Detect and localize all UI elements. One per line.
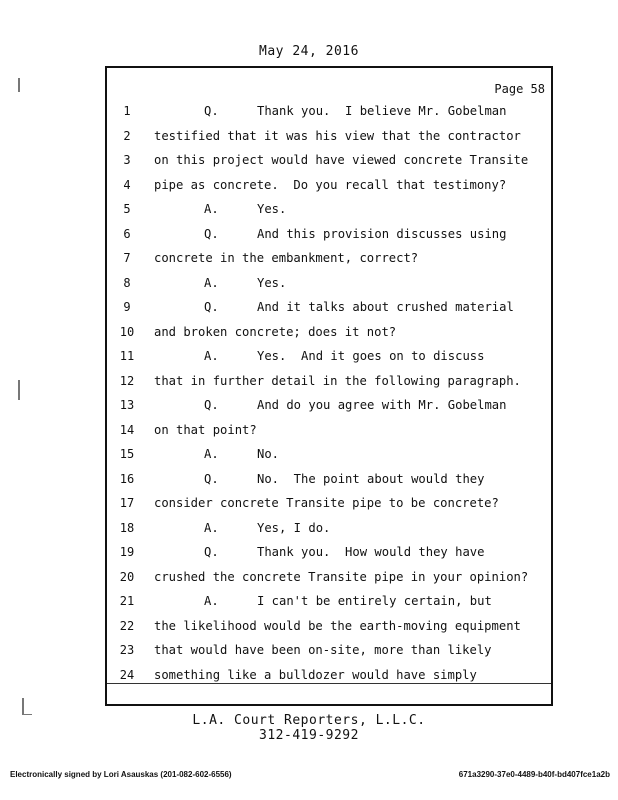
line-body: Yes. [257, 275, 287, 290]
line-text [154, 418, 257, 443]
line-text [154, 565, 528, 590]
speaker-marker: Q. [204, 545, 219, 559]
scan-mark-middle [18, 380, 20, 400]
line-text [154, 99, 506, 124]
line-body: concrete in the embankment, correct? [154, 251, 419, 265]
speaker-marker: Q. [204, 471, 219, 486]
transcript-line [107, 295, 551, 320]
line-text [154, 442, 279, 467]
line-text [154, 638, 492, 663]
line-body: No. The point about would they [257, 471, 485, 486]
transcript-lines [107, 99, 551, 687]
transcript-line [107, 393, 551, 418]
line-text [154, 271, 286, 296]
speaker-marker: A. [204, 202, 219, 216]
transcript-line [107, 589, 551, 614]
line-body: Thank you. I believe Mr. Gobelman [257, 104, 507, 118]
line-text [154, 369, 521, 394]
line-body: testified that it was his view that the contractor [154, 128, 521, 143]
line-text [154, 393, 506, 418]
line-body: the likelihood would be the earth-moving equipment [154, 618, 521, 633]
transcript-line [107, 173, 551, 198]
scan-dash-bottom [22, 714, 32, 715]
speaker-marker: A. [204, 520, 219, 535]
line-number: 24 [119, 667, 135, 682]
line-number: 13 [119, 398, 135, 412]
line-text [154, 295, 514, 320]
scan-mark-bottom [22, 698, 24, 714]
line-text [154, 124, 521, 149]
transcript-line [107, 663, 551, 688]
line-number: 7 [123, 251, 131, 265]
line-body: Thank you. How would they have [257, 545, 485, 559]
speaker-marker: A. [204, 447, 219, 461]
line-text [154, 320, 396, 345]
transcript-line [107, 246, 551, 271]
line-text [154, 516, 330, 541]
transcript-date: May 24, 2016 [259, 44, 359, 59]
line-number: 23 [119, 643, 135, 657]
line-number: 22 [119, 618, 135, 633]
transcript-line [107, 344, 551, 369]
transcript-line [107, 540, 551, 565]
line-number: 19 [119, 545, 135, 559]
transcript-line [107, 369, 551, 394]
line-number: 3 [123, 153, 131, 167]
line-number: 18 [119, 520, 135, 535]
speaker-marker: Q. [204, 398, 219, 412]
line-text [154, 540, 484, 565]
line-body: something like a bulldozer would have simply [154, 667, 477, 682]
line-body: No. [257, 447, 280, 461]
line-text [154, 663, 477, 688]
line-number: 9 [123, 300, 131, 314]
line-number: 8 [123, 275, 131, 290]
line-number: 10 [119, 324, 135, 339]
transcript-line [107, 148, 551, 173]
line-body: that in further detail in the following paragraph. [154, 373, 521, 388]
line-body: that would have been on-site, more than likely [154, 643, 492, 657]
transcript-line [107, 222, 551, 247]
transcript-line [107, 614, 551, 639]
transcript-line [107, 320, 551, 345]
line-text [154, 467, 484, 492]
line-body: I can't be entirely certain, but [257, 594, 492, 608]
court-reporter-phone: 312-419-9292 [259, 728, 359, 743]
electronic-signature: Electronically signed by Lori Asauskas (201-082-602-6556) [10, 770, 232, 779]
line-number: 6 [123, 226, 131, 241]
speaker-marker: A. [204, 349, 219, 363]
line-number: 4 [123, 177, 131, 192]
transcript-line [107, 491, 551, 516]
line-body: Yes, I do. [257, 520, 331, 535]
line-body: on this project would have viewed concrete Transite [154, 153, 529, 167]
transcript-page [105, 66, 553, 706]
speaker-marker: A. [204, 275, 219, 290]
line-body: crushed the concrete Transite pipe in your opinion? [154, 569, 529, 584]
speaker-marker: Q. [204, 104, 219, 118]
line-text [154, 173, 506, 198]
line-text [154, 197, 286, 222]
line-body: on that point? [154, 422, 257, 437]
line-number: 17 [119, 496, 135, 510]
line-body: And do you agree with Mr. Gobelman [257, 398, 507, 412]
transcript-line [107, 99, 551, 124]
line-body: pipe as concrete. Do you recall that testimony? [154, 177, 507, 192]
transcript-line [107, 197, 551, 222]
line-text [154, 491, 499, 516]
line-body: And this provision discusses using [257, 226, 507, 241]
line-body: And it talks about crushed material [257, 300, 514, 314]
transcript-line [107, 271, 551, 296]
line-text [154, 246, 418, 271]
line-text [154, 344, 484, 369]
transcript-line [107, 418, 551, 443]
transcript-line [107, 516, 551, 541]
line-text [154, 614, 521, 639]
document-hash: 671a3290-37e0-4489-b40f-bd407fce1a2b [458, 770, 610, 779]
line-body: consider concrete Transite pipe to be concrete? [154, 496, 499, 510]
speaker-marker: Q. [204, 226, 219, 241]
line-number: 12 [119, 373, 135, 388]
speaker-marker: A. [204, 594, 219, 608]
transcript-line [107, 638, 551, 663]
line-number: 2 [123, 128, 131, 143]
line-body: Yes. And it goes on to discuss [257, 349, 485, 363]
line-number: 21 [119, 594, 135, 608]
transcript-line [107, 124, 551, 149]
court-reporter-name: L.A. Court Reporters, L.L.C. [192, 713, 426, 728]
line-body: Yes. [257, 202, 287, 216]
line-number: 20 [119, 569, 135, 584]
line-number: 1 [123, 104, 131, 118]
line-number: 16 [119, 471, 135, 486]
scan-mark-top [18, 78, 20, 92]
line-number: 5 [123, 202, 131, 216]
page-number: Page 58 [494, 82, 545, 96]
line-text [154, 589, 492, 614]
line-number: 14 [119, 422, 135, 437]
line-text [154, 222, 506, 247]
speaker-marker: Q. [204, 300, 219, 314]
transcript-line [107, 565, 551, 590]
line-text [154, 148, 528, 173]
transcript-line [107, 467, 551, 492]
line-number: 11 [119, 349, 135, 363]
line-body: and broken concrete; does it not? [154, 324, 397, 339]
transcript-line [107, 442, 551, 467]
line-number: 15 [119, 447, 135, 461]
